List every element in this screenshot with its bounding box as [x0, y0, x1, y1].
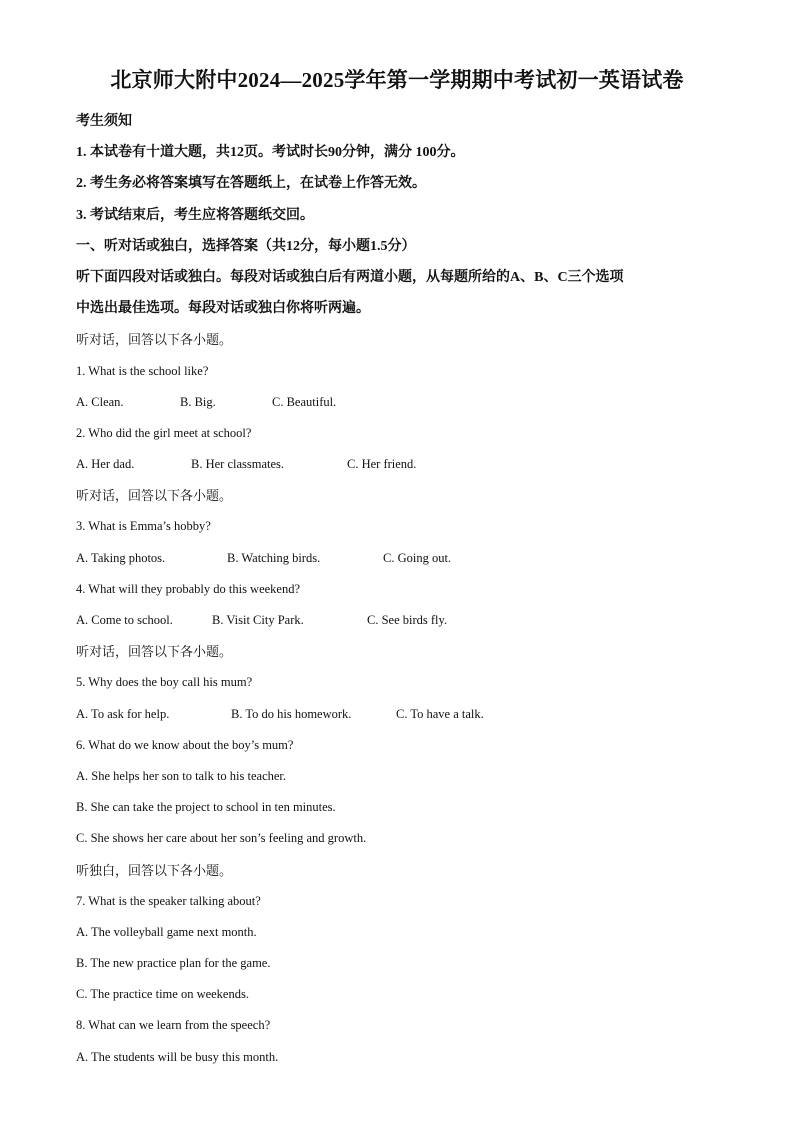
question-3-option-a[interactable]: A. Taking photos.	[76, 550, 166, 565]
question-2-option-c[interactable]: C. Her friend.	[347, 457, 417, 472]
exam-title: 北京师大附中2024—2025学年第一学期期中考试初一英语试卷	[110, 68, 684, 92]
question-6-option-a[interactable]: A. She helps her son to talk to his teacher.	[76, 768, 287, 783]
question-3: 3. What is Emma’s hobby?	[76, 519, 211, 534]
question-7: 7. What is the speaker talking about?	[76, 893, 261, 908]
group-1-prompt: 听对话，回答以下各小题。	[76, 332, 233, 348]
question-6: 6. What do we know about the boy’s mum?	[76, 737, 294, 752]
question-1-option-b[interactable]: B. Big.	[180, 394, 216, 409]
question-8: 8. What can we learn from the speech?	[76, 1018, 271, 1033]
question-6-option-b[interactable]: B. She can take the project to school in ten minutes.	[76, 800, 336, 815]
question-7-option-c[interactable]: C. The practice time on weekends.	[76, 987, 249, 1002]
question-4-option-c[interactable]: C. See birds fly.	[367, 613, 448, 627]
section-1-instruction-line-1: 听下面四段对话或独白。每段对话或独白后有两道小题，从每题所给的A、B、C三个选项	[76, 269, 624, 285]
question-7-option-a[interactable]: A. The volleyball game next month.	[76, 924, 257, 939]
group-3-prompt: 听对话，回答以下各小题。	[76, 644, 233, 660]
question-2-option-b[interactable]: B. Her classmates.	[191, 457, 285, 472]
question-6-option-c[interactable]: C. She shows her care about her son’s feeling and growth.	[76, 831, 367, 846]
question-2: 2. Who did the girl meet at school?	[76, 425, 252, 440]
question-8-option-a[interactable]: A. The students will be busy this month.	[76, 1049, 279, 1064]
question-5: 5. Why does the boy call his mum?	[76, 675, 253, 690]
question-4-option-a[interactable]: A. Come to school.	[76, 613, 173, 627]
question-5-option-c[interactable]: C. To have a talk.	[396, 706, 484, 721]
group-4-prompt: 听独白，回答以下各小题。	[76, 862, 233, 878]
question-4-option-b[interactable]: B. Visit City Park.	[212, 613, 304, 627]
section-1-instruction-line-2: 中选出最佳选项。每段对话或独白你将听两遍。	[76, 301, 370, 317]
section-1-heading: 一、听对话或独白，选择答案（共12分，每小题1.5分）	[76, 238, 416, 254]
question-2-options	[76, 457, 718, 488]
question-1-options	[76, 395, 718, 426]
question-3-option-b[interactable]: B. Watching birds.	[227, 550, 321, 565]
question-3-options	[76, 551, 718, 582]
question-1: 1. What is the school like?	[76, 363, 209, 378]
question-3-option-c[interactable]: C. Going out.	[383, 550, 452, 565]
notice-item-3: 3. 考试结束后，考生应将答题纸交回。	[76, 207, 314, 223]
notice-item-1: 1. 本试卷有十道大题，共12页。考试时长90分钟，满分 100分。	[76, 145, 465, 161]
question-5-options	[76, 707, 718, 738]
notice-item-2: 2. 考生务必将答案填写在答题纸上，在试卷上作答无效。	[76, 176, 426, 192]
question-5-option-b[interactable]: B. To do his homework.	[231, 706, 352, 721]
group-2-prompt: 听对话，回答以下各小题。	[76, 488, 233, 504]
question-4-options	[76, 613, 718, 644]
question-4: 4. What will they probably do this weekend?	[76, 581, 301, 596]
question-1-option-c[interactable]: C. Beautiful.	[272, 394, 337, 409]
notice-heading: 考生须知	[76, 114, 132, 129]
question-1-option-a[interactable]: A. Clean.	[76, 394, 124, 409]
question-7-option-b[interactable]: B. The new practice plan for the game.	[76, 956, 271, 971]
question-5-option-a[interactable]: A. To ask for help.	[76, 706, 170, 721]
question-2-option-a[interactable]: A. Her dad.	[76, 457, 135, 472]
